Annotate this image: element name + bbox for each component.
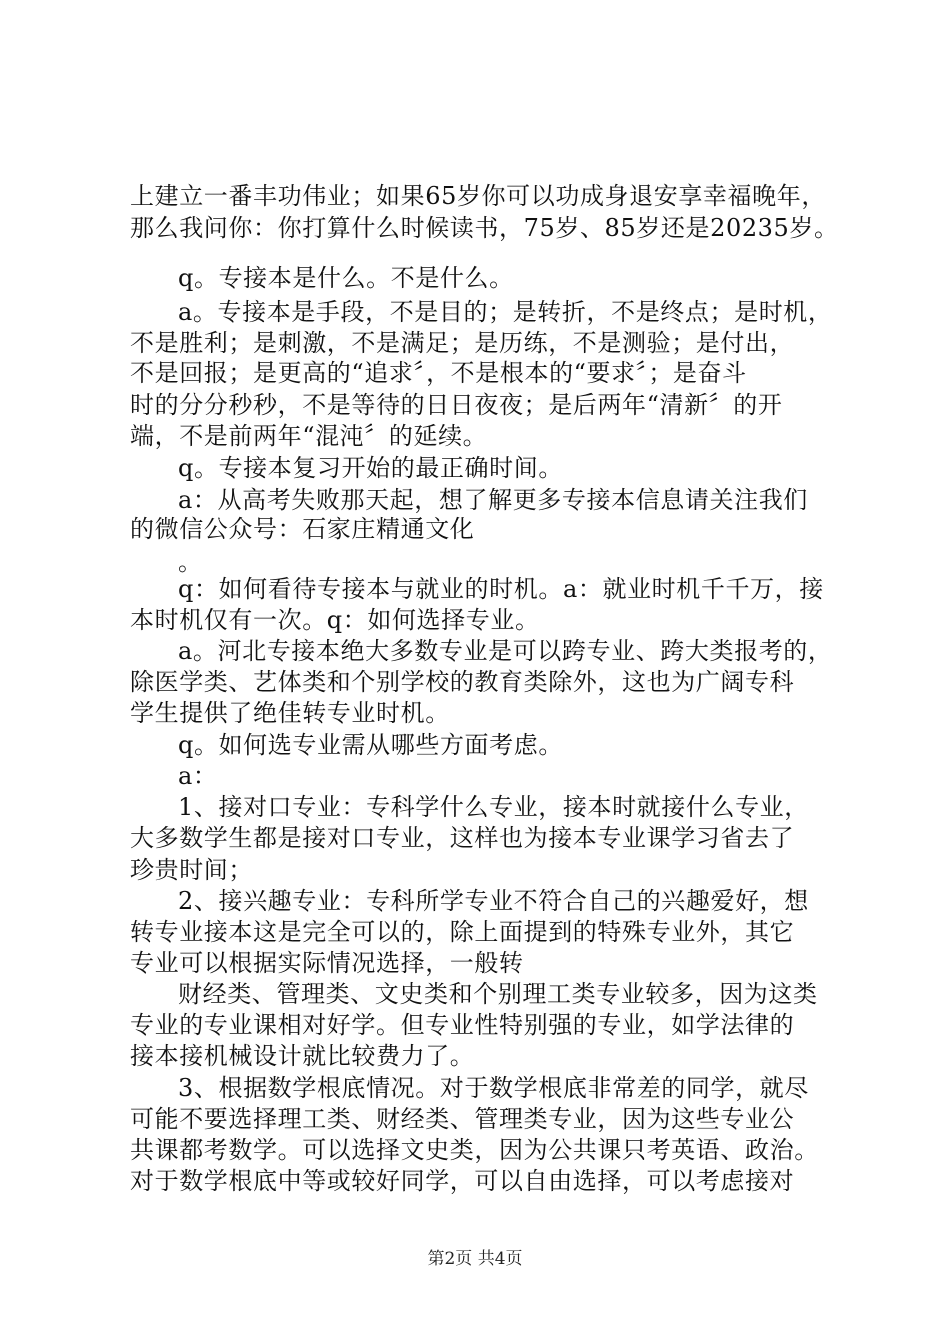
- paragraph-line: 。: [178, 548, 203, 576]
- paragraph-line: 可能不要选择理工类、财经类、管理类专业，因为这些专业公: [130, 1105, 795, 1133]
- paragraph-line: 专业的专业课相对好学。但专业性特别强的专业，如学法律的: [130, 1011, 795, 1039]
- paragraph-line: 大多数学生都是接对口专业，这样也为接本专业课学习省去了: [130, 824, 795, 852]
- paragraph-line: 珍贵时间；: [130, 856, 253, 884]
- paragraph-line: 那么我问你：你打算什么时候读书，75岁、85岁还是20235岁。: [130, 214, 839, 242]
- paragraph-line: 上建立一番丰功伟业；如果65岁你可以功成身退安享幸福晚年，: [130, 182, 826, 210]
- paragraph-line: 端，不是前两年“混沌〞的延续。: [130, 422, 488, 450]
- paragraph-line: 学生提供了绝佳转专业时机。: [130, 699, 450, 727]
- paragraph-line: 的微信公众号：石家庄精通文化: [130, 515, 475, 543]
- paragraph-line: a：: [178, 762, 218, 790]
- paragraph-line: q。专接本是什么。不是什么。: [178, 264, 514, 292]
- paragraph-line: 财经类、管理类、文史类和个别理工类专业较多，因为这类: [178, 980, 818, 1008]
- paragraph-line: 不是胜利；是刺激，不是满足；是历练，不是测验；是付出，: [130, 329, 795, 357]
- paragraph-line: 本时机仅有一次。q：如何选择专业。: [130, 606, 540, 634]
- paragraph-line: 2、接兴趣专业：专科所学专业不符合自己的兴趣爱好，想: [178, 887, 809, 915]
- paragraph-line: 除医学类、艺体类和个别学校的教育类除外，这也为广阔专科: [130, 668, 795, 696]
- paragraph-line: a：从高考失败那天起，想了解更多专接本信息请关注我们: [178, 486, 808, 514]
- paragraph-line: q。专接本复习开始的最正确时间。: [178, 454, 563, 482]
- paragraph-line: 1、接对口专业：专科学什么专业，接本时就接什么专业，: [178, 793, 809, 821]
- paragraph-line: 对于数学根底中等或较好同学，可以自由选择，可以考虑接对: [130, 1167, 795, 1195]
- paragraph-line: 专业可以根据实际情况选择，一般转: [130, 949, 524, 977]
- paragraph-line: q。如何选专业需从哪些方面考虑。: [178, 731, 563, 759]
- paragraph-line: 时的分分秒秒，不是等待的日日夜夜；是后两年“清新〞的开: [130, 391, 783, 419]
- paragraph-line: 不是回报；是更高的“追求〞，不是根本的“要求〞；是奋斗: [130, 359, 747, 387]
- paragraph-line: 转专业接本这是完全可以的，除上面提到的特殊专业外，其它: [130, 918, 795, 946]
- paragraph-line: a。专接本是手段，不是目的；是转折，不是终点；是时机，: [178, 298, 833, 326]
- paragraph-line: q：如何看待专接本与就业的时机。a：就业时机千千万，接: [178, 575, 824, 603]
- paragraph-line: 接本接机械设计就比较费力了。: [130, 1042, 475, 1070]
- paragraph-line: a。河北专接本绝大多数专业是可以跨专业、跨大类报考的，: [178, 637, 833, 665]
- paragraph-line: 3、根据数学根底情况。对于数学根底非常差的同学，就尽: [178, 1074, 809, 1102]
- page-footer: 第2页 共4页: [427, 1249, 523, 1269]
- paragraph-line: 共课都考数学。可以选择文史类，因为公共课只考英语、政治。: [130, 1136, 819, 1164]
